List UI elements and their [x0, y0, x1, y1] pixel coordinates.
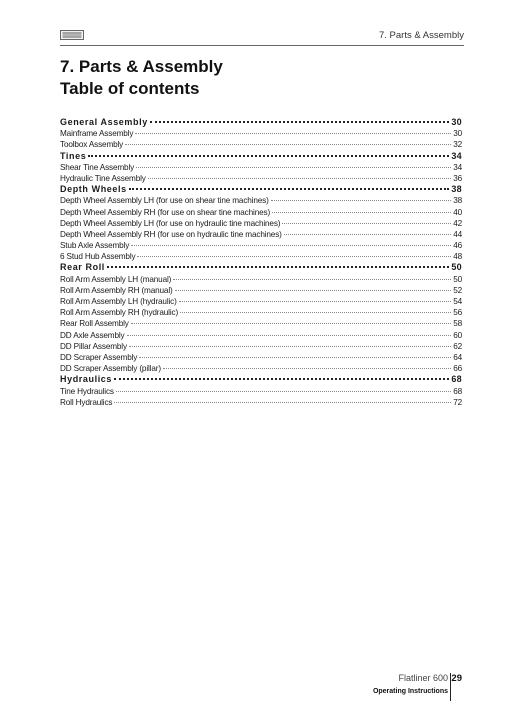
toc-entry-label: General Assembly	[60, 117, 148, 127]
toc-entry-page: 58	[453, 319, 462, 329]
toc-entry[interactable]	[60, 218, 462, 229]
toc-entry[interactable]	[60, 251, 462, 262]
toc-entry[interactable]	[60, 318, 462, 329]
toc-entry-label: DD Scraper Assembly (pillar)	[60, 364, 161, 374]
toc-entry-page: 38	[453, 196, 462, 206]
toc-section-entry[interactable]	[60, 184, 462, 195]
toc-entry-page: 62	[453, 341, 462, 351]
toc-leader-dots	[88, 155, 449, 157]
toc-entry-page: 36	[453, 173, 462, 183]
toc-leader-dots	[148, 178, 451, 179]
section-header-title: 7. Parts & Assembly	[378, 30, 464, 41]
page-footer	[262, 673, 462, 703]
toc-section-entry[interactable]	[60, 374, 462, 385]
toc-entry-label: Rear Roll Assembly	[60, 319, 129, 329]
toc-leader-dots	[107, 266, 449, 268]
toc-entry-label: Depth Wheel Assembly LH (for use on shear tine machines)	[60, 196, 269, 206]
toc-entry-page: 52	[453, 285, 462, 295]
toc-leader-dots	[137, 256, 451, 257]
page-title	[60, 56, 223, 100]
toc-entry[interactable]	[60, 330, 462, 341]
toc-entry-label: DD Pillar Assembly	[60, 341, 127, 351]
toc-entry-page: 50	[451, 262, 462, 273]
toc-entry-label: Roll Hydraulics	[60, 397, 113, 407]
toc-entry-page: 34	[451, 150, 462, 161]
toc-entry-page: 46	[453, 241, 462, 251]
toc-leader-dots	[271, 200, 452, 201]
page-title-line-2: Table of contents	[60, 79, 200, 98]
toc-entry[interactable]	[60, 195, 462, 206]
toc-leader-dots	[116, 391, 451, 392]
toc-entry-label: 6 Stud Hub Assembly	[60, 252, 136, 262]
table-of-contents	[60, 117, 462, 408]
toc-entry[interactable]	[60, 341, 462, 352]
toc-entry-label: Stub Axle Assembly	[60, 241, 130, 251]
toc-entry-label: Roll Arm Assembly RH (hydraulic)	[60, 308, 179, 318]
toc-leader-dots	[129, 188, 450, 190]
toc-section-entry[interactable]	[60, 151, 462, 162]
toc-entry[interactable]	[60, 139, 462, 150]
toc-entry-label: Roll Arm Assembly RH (manual)	[60, 285, 173, 295]
toc-leader-dots	[284, 234, 451, 235]
toc-entry-label: Depth Wheel Assembly RH (for use on shear tine machines)	[60, 207, 271, 217]
toc-entry-label: DD Scraper Assembly	[60, 352, 138, 362]
toc-entry-page: 32	[453, 140, 462, 150]
toc-entry-page: 56	[453, 308, 462, 318]
footer-product-name: Flatliner 600	[398, 673, 448, 683]
toc-leader-dots	[150, 121, 450, 123]
toc-entry-page: 30	[453, 129, 462, 139]
toc-leader-dots	[127, 335, 452, 336]
toc-entry[interactable]	[60, 386, 462, 397]
toc-entry[interactable]	[60, 352, 462, 363]
toc-leader-dots	[139, 357, 451, 358]
toc-entry-label: DD Axle Assembly	[60, 330, 125, 340]
toc-entry-label: Roll Arm Assembly LH (hydraulic)	[60, 297, 177, 306]
toc-entry-label: Mainframe Assembly	[60, 129, 134, 139]
toc-entry-label: Depth Wheel Assembly LH (for use on hydraulic tine machines)	[60, 218, 281, 228]
toc-entry-page: 64	[453, 352, 462, 362]
brand-logo-icon	[60, 30, 84, 40]
toc-entry[interactable]	[60, 128, 462, 139]
footer-subtitle: Operating Instructions	[372, 688, 448, 695]
toc-section-entry[interactable]	[60, 262, 462, 273]
toc-section-entry[interactable]	[60, 117, 462, 128]
toc-entry-label: Hydraulics	[60, 374, 113, 385]
toc-entry-label: Tines	[60, 150, 87, 161]
toc-entry-page: 60	[453, 330, 462, 340]
toc-entry[interactable]	[60, 162, 462, 173]
toc-entry-label: Shear Tine Assembly	[60, 162, 135, 172]
toc-leader-dots	[272, 212, 451, 213]
toc-leader-dots	[136, 167, 451, 168]
toc-entry-page: 68	[453, 386, 462, 396]
toc-entry[interactable]	[60, 229, 462, 240]
toc-entry-page: 54	[453, 297, 462, 306]
toc-leader-dots	[282, 223, 451, 224]
toc-leader-dots	[131, 323, 451, 324]
toc-leader-dots	[131, 245, 451, 246]
toc-leader-dots	[173, 279, 451, 280]
header-divider	[60, 45, 464, 46]
toc-leader-dots	[114, 378, 449, 380]
toc-entry-label: Toolbox Assembly	[60, 140, 124, 150]
toc-entry[interactable]	[60, 397, 462, 408]
toc-entry-label: Rear Roll	[60, 262, 105, 273]
toc-leader-dots	[179, 301, 452, 302]
toc-entry-label: Hydraulic Tine Assembly	[60, 173, 146, 183]
toc-leader-dots	[163, 368, 451, 369]
toc-entry-label: Tine Hydraulics	[60, 386, 114, 396]
toc-leader-dots	[129, 346, 451, 347]
toc-entry-page: 30	[451, 117, 462, 127]
page-header	[60, 30, 464, 44]
toc-entry-page: 44	[453, 229, 462, 239]
toc-entry-label: Depth Wheel Assembly RH (for use on hydraulic tine machines)	[60, 229, 282, 239]
toc-leader-dots	[180, 312, 451, 313]
toc-entry[interactable]	[60, 173, 462, 184]
toc-entry-page: 42	[453, 218, 462, 228]
toc-entry[interactable]	[60, 307, 462, 318]
toc-entry-page: 48	[453, 252, 462, 262]
toc-entry[interactable]	[60, 363, 462, 374]
toc-leader-dots	[125, 144, 451, 145]
toc-entry[interactable]	[60, 207, 462, 218]
toc-entry-page: 68	[451, 374, 462, 385]
toc-entry-page: 72	[453, 397, 462, 407]
toc-leader-dots	[175, 290, 452, 291]
toc-entry[interactable]	[60, 296, 462, 307]
toc-entry-page: 66	[453, 364, 462, 374]
toc-entry-page: 38	[451, 184, 462, 195]
toc-leader-dots	[135, 133, 451, 134]
footer-page-number: 29	[451, 673, 462, 684]
toc-entry-page: 50	[453, 274, 462, 284]
toc-leader-dots	[114, 402, 451, 403]
toc-entry-page: 34	[453, 162, 462, 172]
toc-entry-label: Roll Arm Assembly LH (manual)	[60, 274, 172, 284]
toc-entry-page: 40	[453, 207, 462, 217]
toc-entry[interactable]	[60, 285, 462, 296]
page-title-line-1: 7. Parts & Assembly	[60, 57, 223, 76]
toc-entry[interactable]	[60, 274, 462, 285]
toc-entry[interactable]	[60, 240, 462, 251]
toc-entry-label: Depth Wheels	[60, 184, 127, 195]
